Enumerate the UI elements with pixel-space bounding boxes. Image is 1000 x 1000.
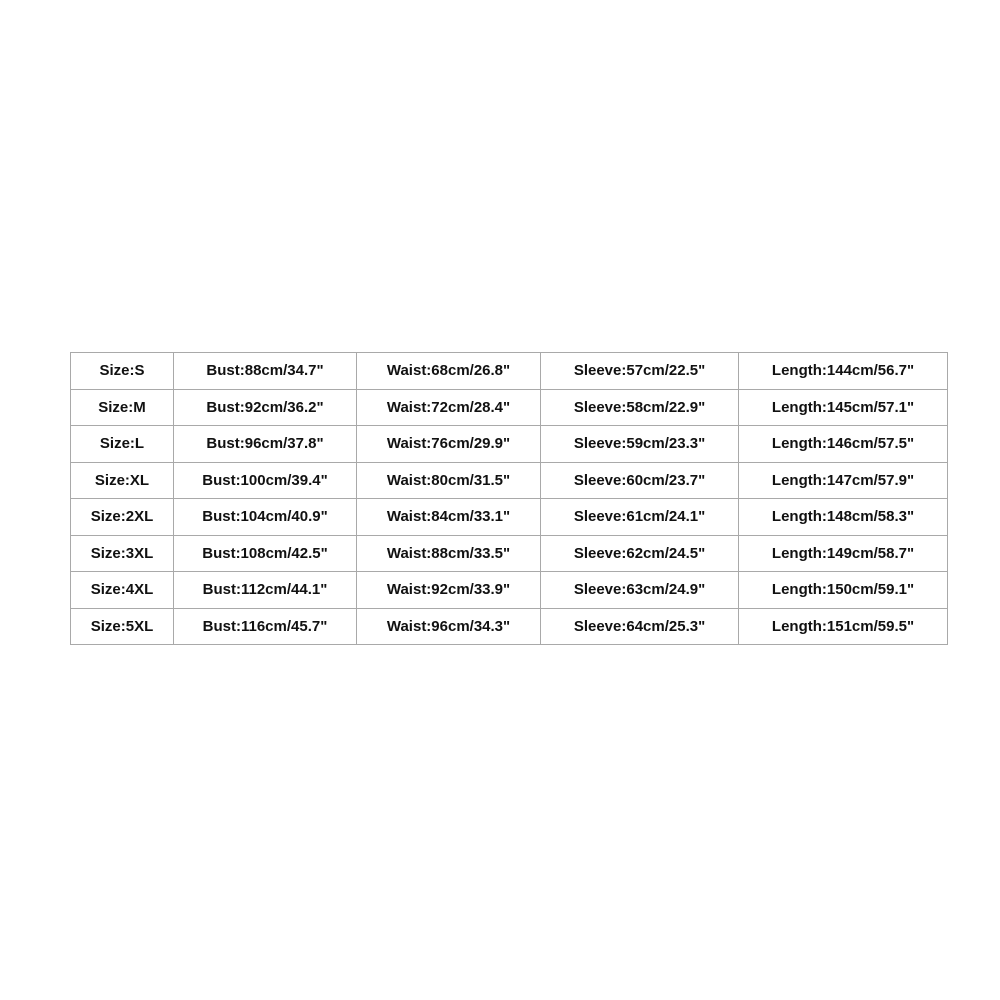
table-row bbox=[71, 608, 948, 645]
length-cell: Length:150cm/59.1" bbox=[739, 572, 948, 609]
table-row bbox=[71, 426, 948, 463]
bust-cell: Bust:100cm/39.4" bbox=[174, 462, 357, 499]
size-cell: Size:S bbox=[71, 353, 174, 390]
sleeve-cell: Sleeve:58cm/22.9" bbox=[541, 389, 739, 426]
table-row bbox=[71, 572, 948, 609]
length-cell: Length:148cm/58.3" bbox=[739, 499, 948, 536]
table-row bbox=[71, 462, 948, 499]
size-cell: Size:5XL bbox=[71, 608, 174, 645]
size-cell: Size:2XL bbox=[71, 499, 174, 536]
bust-cell: Bust:116cm/45.7" bbox=[174, 608, 357, 645]
length-cell: Length:145cm/57.1" bbox=[739, 389, 948, 426]
length-cell: Length:144cm/56.7" bbox=[739, 353, 948, 390]
sleeve-cell: Sleeve:60cm/23.7" bbox=[541, 462, 739, 499]
waist-cell: Waist:80cm/31.5" bbox=[357, 462, 541, 499]
sleeve-cell: Sleeve:57cm/22.5" bbox=[541, 353, 739, 390]
size-cell: Size:XL bbox=[71, 462, 174, 499]
bust-cell: Bust:108cm/42.5" bbox=[174, 535, 357, 572]
size-cell: Size:4XL bbox=[71, 572, 174, 609]
sleeve-cell: Sleeve:63cm/24.9" bbox=[541, 572, 739, 609]
waist-cell: Waist:88cm/33.5" bbox=[357, 535, 541, 572]
sleeve-cell: Sleeve:61cm/24.1" bbox=[541, 499, 739, 536]
sleeve-cell: Sleeve:62cm/24.5" bbox=[541, 535, 739, 572]
sleeve-cell: Sleeve:64cm/25.3" bbox=[541, 608, 739, 645]
bust-cell: Bust:96cm/37.8" bbox=[174, 426, 357, 463]
waist-cell: Waist:76cm/29.9" bbox=[357, 426, 541, 463]
length-cell: Length:147cm/57.9" bbox=[739, 462, 948, 499]
length-cell: Length:146cm/57.5" bbox=[739, 426, 948, 463]
table-row bbox=[71, 389, 948, 426]
waist-cell: Waist:96cm/34.3" bbox=[357, 608, 541, 645]
bust-cell: Bust:92cm/36.2" bbox=[174, 389, 357, 426]
bust-cell: Bust:112cm/44.1" bbox=[174, 572, 357, 609]
bust-cell: Bust:88cm/34.7" bbox=[174, 353, 357, 390]
waist-cell: Waist:92cm/33.9" bbox=[357, 572, 541, 609]
waist-cell: Waist:84cm/33.1" bbox=[357, 499, 541, 536]
table-row bbox=[71, 499, 948, 536]
size-cell: Size:L bbox=[71, 426, 174, 463]
table-row bbox=[71, 353, 948, 390]
waist-cell: Waist:68cm/26.8" bbox=[357, 353, 541, 390]
sleeve-cell: Sleeve:59cm/23.3" bbox=[541, 426, 739, 463]
size-cell: Size:M bbox=[71, 389, 174, 426]
size-chart-table bbox=[70, 352, 948, 645]
waist-cell: Waist:72cm/28.4" bbox=[357, 389, 541, 426]
length-cell: Length:151cm/59.5" bbox=[739, 608, 948, 645]
bust-cell: Bust:104cm/40.9" bbox=[174, 499, 357, 536]
size-cell: Size:3XL bbox=[71, 535, 174, 572]
length-cell: Length:149cm/58.7" bbox=[739, 535, 948, 572]
table-row bbox=[71, 535, 948, 572]
